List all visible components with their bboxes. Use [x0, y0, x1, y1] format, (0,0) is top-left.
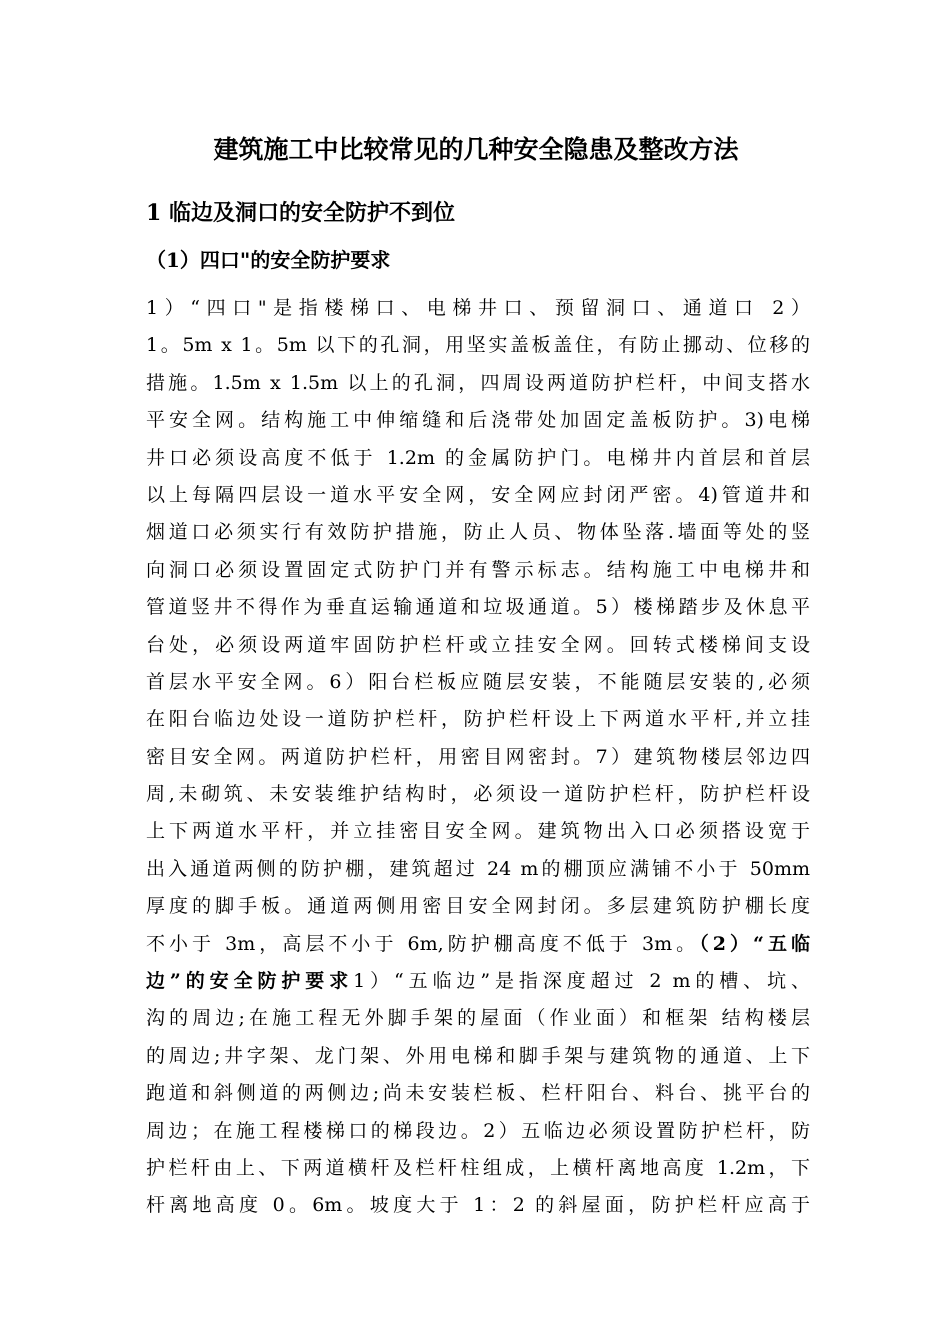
body-line: 措施。1.5m x 1.5m 以上的孔洞，四周设两道防护栏杆，中间支搭水: [146, 371, 810, 394]
body-line: 1）“四口"是指楼梯口、电梯井口、预留洞口、通道口 2）: [146, 297, 810, 319]
body-line: 杆离地高度 0。6m。坡度大于 1：2 的斜屋面，防护栏杆应高于: [146, 1194, 810, 1217]
body-line: 管道竖井不得作为垂直运输通道和垃圾通道。5）楼梯踏步及休息平: [146, 596, 810, 619]
body-line: 台处，必须设两道牢固防护栏杆或立挂安全网。回转式楼梯间支设: [146, 633, 810, 656]
section-heading: 1 临边及洞口的安全防护不到位: [146, 200, 455, 226]
inline-heading-start: （2）“五临: [699, 932, 810, 955]
body-line: 平安全网。结构施工中伸缩缝和后浇带处加固定盖板防护。3)电梯: [146, 409, 810, 432]
body-line: 出入通道两侧的防护棚，建筑超过 24 m的棚顶应满铺不小于 50mm: [146, 857, 810, 880]
body-line-text: 1）“五临边”是指深度超过 2 m的槽、坑、: [353, 970, 811, 993]
body-line: 向洞口必须设置固定式防护门并有警示标志。结构施工中电梯井和: [146, 558, 810, 581]
body-line: 井口必须设高度不低于 1.2m 的金属防护门。电梯井内首层和首层: [146, 446, 810, 469]
body-line: 1。5m x 1。5m 以下的孔洞，用坚实盖板盖住，有防止挪动、位移的: [146, 334, 810, 357]
body-line: 沟的周边;在施工程无外脚手架的屋面（作业面）和框架 结构楼层: [146, 1007, 810, 1030]
body-line: 的周边;井字架、龙门架、外用电梯和脚手架与建筑物的通道、上下: [146, 1044, 810, 1067]
inline-heading-end: 边”的安全防护要求: [146, 970, 354, 993]
body-line-text: 不小于 3m，高层不小于 6m,防护棚高度不低于 3m。: [146, 932, 700, 955]
body-line: 密目安全网。两道防护栏杆，用密目网密封。7）建筑物楼层邻边四: [146, 745, 810, 768]
document-title: 建筑施工中比较常见的几种安全隐患及整改方法: [213, 135, 739, 164]
body-line: 护栏杆由上、下两道横杆及栏杆柱组成，上横杆离地高度 1.2m，下: [146, 1156, 810, 1179]
body-line: 以上每隔四层设一道水平安全网，安全网应封闭严密。4)管道井和: [146, 483, 810, 506]
body-line: 厚度的脚手板。通道两侧用密目安全网封闭。多层建筑防护棚长度: [146, 895, 810, 918]
body-line-mixed: [146, 963, 810, 1000]
body-line: 烟道口必须实行有效防护措施，防止人员、物体坠落.墙面等处的竖: [146, 521, 810, 544]
body-line: 跑道和斜侧道的两侧边;尚未安装栏板、栏杆阳台、料台、挑平台的: [146, 1082, 810, 1105]
subsection-heading: （1）四口"的安全防护要求: [146, 248, 391, 272]
body-line: 在阳台临边处设一道防护栏杆，防护栏杆设上下两道水平杆,并立挂: [146, 708, 810, 731]
body-line: 首层水平安全网。6）阳台栏板应随层安装，不能随层安装的,必须: [146, 670, 810, 693]
body-line: 周边；在施工程楼梯口的梯段边。2）五临边必须设置防护栏杆，防: [146, 1119, 810, 1142]
body-text: [146, 290, 810, 1225]
body-line: 周,未砌筑、未安装维护结构时，必须设一道防护栏杆，防护栏杆设: [146, 783, 810, 806]
body-line-mixed: [146, 926, 810, 963]
body-line: 上下两道水平杆，并立挂密目安全网。建筑物出入口必须搭设宽于: [146, 820, 810, 843]
